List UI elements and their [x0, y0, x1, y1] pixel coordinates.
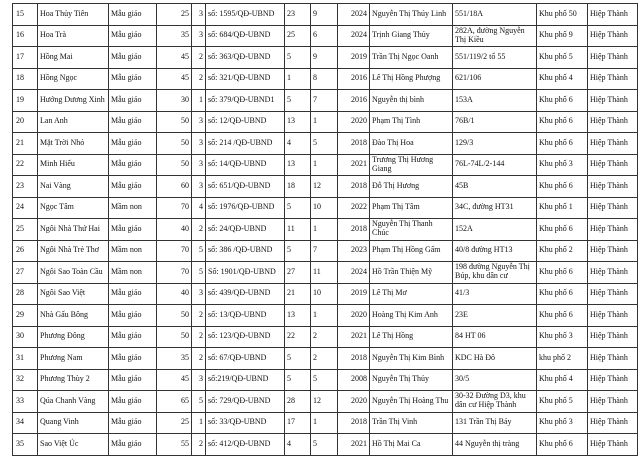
- student-count: 35: [157, 25, 192, 47]
- school-level: Mẫu giáo: [109, 326, 157, 348]
- decision-day: 27: [285, 262, 311, 284]
- decision-month: 12: [311, 391, 338, 413]
- school-level: Mẫu giáo: [109, 305, 157, 327]
- school-level: Mẫu giáo: [109, 133, 157, 155]
- row-number: 28: [13, 283, 38, 305]
- row-number: 35: [13, 434, 38, 456]
- table-row: [13, 434, 638, 456]
- school-name: Phương Đông: [38, 326, 109, 348]
- decision-number: số: 24/QĐ-UBND: [206, 219, 285, 241]
- decision-number: số: 363/QĐ-UBND: [206, 47, 285, 69]
- student-count: 70: [157, 197, 192, 219]
- address: 198 đường Nguyễn Thị Búp, khu dân cư: [453, 262, 537, 284]
- ward: Hiệp Thành: [588, 154, 638, 176]
- class-count: 3: [192, 133, 206, 155]
- owner-name: Phạm Thị Hồng Gấm: [370, 240, 453, 262]
- ward: Hiệp Thành: [588, 369, 638, 391]
- row-number: 25: [13, 219, 38, 241]
- school-level: Mẫu giáo: [109, 111, 157, 133]
- class-count: 2: [192, 348, 206, 370]
- school-name: Hoa Thủy Tiên: [38, 4, 109, 26]
- class-count: 3: [192, 283, 206, 305]
- decision-day: 21: [285, 283, 311, 305]
- decision-year: 2019: [338, 283, 370, 305]
- decision-month: 1: [311, 219, 338, 241]
- student-count: 55: [157, 434, 192, 456]
- decision-number: số: 651/QĐ-UBND: [206, 176, 285, 198]
- school-name: Hồng Mai: [38, 47, 109, 69]
- address: 45B: [453, 176, 537, 198]
- school-level: Mẫu giáo: [109, 434, 157, 456]
- row-number: 26: [13, 240, 38, 262]
- decision-month: 5: [311, 133, 338, 155]
- decision-day: 5: [285, 369, 311, 391]
- decision-day: 17: [285, 412, 311, 434]
- decision-number: số: 12/QĐ-UBND: [206, 111, 285, 133]
- student-count: 45: [157, 47, 192, 69]
- address: 76L-74L/2-144: [453, 154, 537, 176]
- owner-name: Nguyễn thị bình: [370, 90, 453, 112]
- decision-year: 2021: [338, 326, 370, 348]
- owner-name: Nguyễn Thị Kim Bình: [370, 348, 453, 370]
- class-count: 3: [192, 4, 206, 26]
- address: 129/3: [453, 133, 537, 155]
- owner-name: Phạm Thị Tình: [370, 111, 453, 133]
- row-number: 31: [13, 348, 38, 370]
- ward: Hiệp Thành: [588, 240, 638, 262]
- decision-day: 13: [285, 154, 311, 176]
- table-row: [13, 262, 638, 284]
- student-count: 65: [157, 391, 192, 413]
- decision-year: 2024: [338, 25, 370, 47]
- row-number: 32: [13, 369, 38, 391]
- owner-name: Trương Thị Hương Giang: [370, 154, 453, 176]
- ward: Hiệp Thành: [588, 434, 638, 456]
- class-count: 2: [192, 434, 206, 456]
- decision-day: 1: [285, 68, 311, 90]
- row-number: 30: [13, 326, 38, 348]
- neighborhood: Khu phố 6: [537, 283, 588, 305]
- student-count: 50: [157, 326, 192, 348]
- decision-month: 1: [311, 154, 338, 176]
- school-name: Phương Thùy 2: [38, 369, 109, 391]
- owner-name: Nguyễn Thị Thúy Linh: [370, 4, 453, 26]
- school-level: Mẫu giáo: [109, 219, 157, 241]
- decision-number: số: 1976/QĐ-UBND: [206, 197, 285, 219]
- decision-year: 2023: [338, 240, 370, 262]
- decision-year: 2018: [338, 412, 370, 434]
- decision-year: 2021: [338, 434, 370, 456]
- decision-year: 2008: [338, 369, 370, 391]
- neighborhood: Khu phố 6: [537, 219, 588, 241]
- row-number: 19: [13, 90, 38, 112]
- neighborhood: Khu phố 1: [537, 197, 588, 219]
- school-name: Ngôi Sao Việt: [38, 283, 109, 305]
- address: 131 Trần Thị Bảy: [453, 412, 537, 434]
- school-name: Nai Vàng: [38, 176, 109, 198]
- student-count: 45: [157, 369, 192, 391]
- address: 44 Nguyễn thị tràng: [453, 434, 537, 456]
- ward: Hiệp Thành: [588, 47, 638, 69]
- school-name: Hoa Trà: [38, 25, 109, 47]
- school-level: Mẫu giáo: [109, 348, 157, 370]
- school-level: Mẫu giáo: [109, 412, 157, 434]
- row-number: 29: [13, 305, 38, 327]
- student-count: 50: [157, 154, 192, 176]
- student-count: 50: [157, 111, 192, 133]
- decision-number: số:219/QĐ-UBND: [206, 369, 285, 391]
- owner-name: Trịnh Giang Thủy: [370, 25, 453, 47]
- neighborhood: Khu phố 2: [537, 240, 588, 262]
- student-count: 40: [157, 219, 192, 241]
- ward: Hiệp Thành: [588, 412, 638, 434]
- decision-number: số: 412/QĐ-UBND: [206, 434, 285, 456]
- neighborhood: Khu phố 5: [537, 47, 588, 69]
- decision-day: 28: [285, 391, 311, 413]
- neighborhood: Khu phố 3: [537, 154, 588, 176]
- ward: Hiệp Thành: [588, 111, 638, 133]
- row-number: 22: [13, 154, 38, 176]
- table-row: [13, 219, 638, 241]
- owner-name: Đào Thị Hoa: [370, 133, 453, 155]
- class-count: 2: [192, 219, 206, 241]
- owner-name: Trần Thị Ngọc Oanh: [370, 47, 453, 69]
- decision-month: 10: [311, 197, 338, 219]
- decision-month: 12: [311, 176, 338, 198]
- decision-number: Số: 1901/QĐ-UBND: [206, 262, 285, 284]
- owner-name: Nguyễn Thị Hoàng Thu: [370, 391, 453, 413]
- decision-number: số: 321/QĐ-UBND: [206, 68, 285, 90]
- student-count: 50: [157, 305, 192, 327]
- school-name: Ngôi Sao Toàn Cầu: [38, 262, 109, 284]
- neighborhood: Khu phố 3: [537, 326, 588, 348]
- neighborhood: Khu phố 4: [537, 68, 588, 90]
- student-count: 30: [157, 90, 192, 112]
- table-row: [13, 154, 638, 176]
- address: 41/3: [453, 283, 537, 305]
- class-count: 5: [192, 240, 206, 262]
- owner-name: Phạm Thị Tâm: [370, 197, 453, 219]
- row-number: 33: [13, 391, 38, 413]
- decision-month: 10: [311, 283, 338, 305]
- table-row: [13, 240, 638, 262]
- owner-name: Nguyễn Thị Thủy: [370, 369, 453, 391]
- table-row: [13, 4, 638, 26]
- decision-number: số: 33/QĐ-UBND: [206, 412, 285, 434]
- table-row: [13, 176, 638, 198]
- address: 551/119/2 tổ 55: [453, 47, 537, 69]
- decision-month: 1: [311, 111, 338, 133]
- school-level: Mẫu giáo: [109, 154, 157, 176]
- decision-month: 6: [311, 25, 338, 47]
- school-name: Sao Việt Úc: [38, 434, 109, 456]
- school-name: Ngọc Tâm: [38, 197, 109, 219]
- decision-day: 4: [285, 133, 311, 155]
- address: 152A: [453, 219, 537, 241]
- decision-number: số: 67/QĐ-UBND: [206, 348, 285, 370]
- ward: Hiệp Thành: [588, 133, 638, 155]
- school-name: Mặt Trời Nhỏ: [38, 133, 109, 155]
- decision-year: 2022: [338, 197, 370, 219]
- school-level: Mẫu giáo: [109, 68, 157, 90]
- ward: Hiệp Thành: [588, 197, 638, 219]
- school-level: Mẫu giáo: [109, 176, 157, 198]
- class-count: 2: [192, 305, 206, 327]
- class-count: 3: [192, 154, 206, 176]
- ward: Hiệp Thành: [588, 326, 638, 348]
- table-row: [13, 90, 638, 112]
- address: 40/8 đường HT13: [453, 240, 537, 262]
- address: 30-32 Đường D3, khu dân cư Hiệp Thành: [453, 391, 537, 413]
- decision-year: 2020: [338, 305, 370, 327]
- table-row: [13, 391, 638, 413]
- owner-name: Nguyễn Thị Thanh Chúc: [370, 219, 453, 241]
- ward: Hiệp Thành: [588, 4, 638, 26]
- decision-number: số: 14/QĐ-UBND: [206, 154, 285, 176]
- decision-year: 2019: [338, 47, 370, 69]
- school-name: Ngôi Nhà Trẻ Thơ: [38, 240, 109, 262]
- decision-year: 2016: [338, 90, 370, 112]
- row-number: 27: [13, 262, 38, 284]
- school-level: Mầm non: [109, 197, 157, 219]
- table-row: [13, 369, 638, 391]
- row-number: 16: [13, 25, 38, 47]
- school-level: Mẫu giáo: [109, 25, 157, 47]
- ward: Hiệp Thành: [588, 283, 638, 305]
- address: 153A: [453, 90, 537, 112]
- neighborhood: Khu phố 6: [537, 176, 588, 198]
- decision-number: số: 214 /QĐ-UBND: [206, 133, 285, 155]
- neighborhood: Khu phố 9: [537, 25, 588, 47]
- row-number: 21: [13, 133, 38, 155]
- class-count: 3: [192, 369, 206, 391]
- owner-name: Lê Thị Hồng Phượng: [370, 68, 453, 90]
- row-number: 17: [13, 47, 38, 69]
- class-count: 3: [192, 25, 206, 47]
- decision-year: 2018: [338, 176, 370, 198]
- class-count: 1: [192, 90, 206, 112]
- ward: Hiệp Thành: [588, 348, 638, 370]
- decision-number: số: 1595/QĐ-UBND: [206, 4, 285, 26]
- class-count: 5: [192, 391, 206, 413]
- decision-number: số: 123/QĐ-UBND: [206, 326, 285, 348]
- decision-month: 1: [311, 305, 338, 327]
- table-row: [13, 25, 638, 47]
- decision-month: 2: [311, 326, 338, 348]
- school-name: Quang Vinh: [38, 412, 109, 434]
- decision-year: 2018: [338, 348, 370, 370]
- decision-day: 25: [285, 25, 311, 47]
- address: 551/18A: [453, 4, 537, 26]
- student-count: 25: [157, 412, 192, 434]
- address: 621/106: [453, 68, 537, 90]
- decision-day: 5: [285, 47, 311, 69]
- decision-number: số: 379/QĐ-UBND1: [206, 90, 285, 112]
- table-row: [13, 326, 638, 348]
- decision-month: 9: [311, 4, 338, 26]
- decision-day: 5: [285, 348, 311, 370]
- neighborhood: Khu phố 4: [537, 369, 588, 391]
- decision-number: số: 386 /QĐ-UBND: [206, 240, 285, 262]
- ward: Hiệp Thành: [588, 176, 638, 198]
- school-name: Ngôi Nhà Thứ Hai: [38, 219, 109, 241]
- student-count: 35: [157, 348, 192, 370]
- row-number: 18: [13, 68, 38, 90]
- student-count: 70: [157, 262, 192, 284]
- decision-year: 2024: [338, 4, 370, 26]
- table-row: [13, 283, 638, 305]
- row-number: 15: [13, 4, 38, 26]
- decision-month: 5: [311, 434, 338, 456]
- owner-name: Trần Thị Vinh: [370, 412, 453, 434]
- address: 34C, đường HT31: [453, 197, 537, 219]
- decision-day: 13: [285, 305, 311, 327]
- class-count: 2: [192, 47, 206, 69]
- decision-month: 2: [311, 348, 338, 370]
- table-row: [13, 133, 638, 155]
- school-level: Mẫu giáo: [109, 4, 157, 26]
- school-level: Mầm non: [109, 240, 157, 262]
- decision-day: 5: [285, 90, 311, 112]
- address: 84 HT 06: [453, 326, 537, 348]
- decision-day: 22: [285, 326, 311, 348]
- address: 30/5: [453, 369, 537, 391]
- school-level: Mẫu giáo: [109, 90, 157, 112]
- decision-month: 1: [311, 412, 338, 434]
- row-number: 24: [13, 197, 38, 219]
- neighborhood: Khu phố 6: [537, 90, 588, 112]
- decision-year: 2020: [338, 391, 370, 413]
- table-row: [13, 197, 638, 219]
- school-list-table: [12, 3, 638, 456]
- owner-name: Hồ Trần Thiện Mỹ: [370, 262, 453, 284]
- student-count: 40: [157, 283, 192, 305]
- class-count: 3: [192, 111, 206, 133]
- table-row: [13, 111, 638, 133]
- decision-year: 2018: [338, 219, 370, 241]
- ward: Hiệp Thành: [588, 68, 638, 90]
- school-name: Hướng Dương Xinh: [38, 90, 109, 112]
- decision-month: 7: [311, 240, 338, 262]
- decision-number: số: 13/QĐ-UBND: [206, 305, 285, 327]
- neighborhood: Khu phố 6: [537, 111, 588, 133]
- owner-name: Hoàng Thị Kim Anh: [370, 305, 453, 327]
- ward: Hiệp Thành: [588, 305, 638, 327]
- school-level: Mầm non: [109, 262, 157, 284]
- neighborhood: khu phố 2: [537, 348, 588, 370]
- class-count: 4: [192, 197, 206, 219]
- school-level: Mẫu giáo: [109, 369, 157, 391]
- school-level: Mẫu giáo: [109, 391, 157, 413]
- owner-name: Đỗ Thị Hương: [370, 176, 453, 198]
- decision-year: 2021: [338, 154, 370, 176]
- class-count: 5: [192, 262, 206, 284]
- decision-day: 11: [285, 219, 311, 241]
- ward: Hiệp Thành: [588, 391, 638, 413]
- decision-month: 11: [311, 262, 338, 284]
- decision-month: 7: [311, 90, 338, 112]
- owner-name: Hồ Thị Mai Ca: [370, 434, 453, 456]
- student-count: 60: [157, 176, 192, 198]
- table-row: [13, 412, 638, 434]
- decision-day: 18: [285, 176, 311, 198]
- school-name: Nhà Gấu Bông: [38, 305, 109, 327]
- address: 76B/1: [453, 111, 537, 133]
- ward: Hiệp Thành: [588, 25, 638, 47]
- decision-number: số: 729/QĐ-UBND: [206, 391, 285, 413]
- neighborhood: Khu phố 6: [537, 262, 588, 284]
- school-name: Qúa Chanh Vàng: [38, 391, 109, 413]
- owner-name: Lê Thị Mơ: [370, 283, 453, 305]
- ward: Hiệp Thành: [588, 90, 638, 112]
- decision-day: 5: [285, 197, 311, 219]
- school-name: Phương Nam: [38, 348, 109, 370]
- decision-month: 5: [311, 369, 338, 391]
- decision-month: 9: [311, 47, 338, 69]
- school-name: Lan Anh: [38, 111, 109, 133]
- table-row: [13, 68, 638, 90]
- row-number: 20: [13, 111, 38, 133]
- class-count: 1: [192, 412, 206, 434]
- neighborhood: Khu phố 3: [537, 412, 588, 434]
- decision-day: 23: [285, 4, 311, 26]
- student-count: 25: [157, 4, 192, 26]
- table-row: [13, 305, 638, 327]
- class-count: 2: [192, 326, 206, 348]
- address: 282A, đường Nguyễn Thị Kiều: [453, 25, 537, 47]
- decision-number: số: 439/QĐ-UBND: [206, 283, 285, 305]
- table-body: [13, 4, 638, 456]
- row-number: 34: [13, 412, 38, 434]
- decision-year: 2018: [338, 133, 370, 155]
- decision-day: 4: [285, 434, 311, 456]
- school-level: Mẫu giáo: [109, 283, 157, 305]
- ward: Hiệp Thành: [588, 262, 638, 284]
- row-number: 23: [13, 176, 38, 198]
- ward: Hiệp Thành: [588, 219, 638, 241]
- neighborhood: Khu phố 6: [537, 133, 588, 155]
- neighborhood: Khu phố 6: [537, 434, 588, 456]
- school-level: Mẫu giáo: [109, 47, 157, 69]
- neighborhood: Khu phố 50: [537, 4, 588, 26]
- decision-year: 2020: [338, 111, 370, 133]
- neighborhood: Khu phố 5: [537, 391, 588, 413]
- neighborhood: Khu phố 6: [537, 305, 588, 327]
- decision-day: 5: [285, 240, 311, 262]
- class-count: 3: [192, 176, 206, 198]
- school-name: Hồng Ngọc: [38, 68, 109, 90]
- decision-year: 2016: [338, 68, 370, 90]
- decision-year: 2024: [338, 262, 370, 284]
- decision-month: 8: [311, 68, 338, 90]
- class-count: 2: [192, 68, 206, 90]
- address: 23E: [453, 305, 537, 327]
- decision-day: 13: [285, 111, 311, 133]
- student-count: 45: [157, 68, 192, 90]
- student-count: 70: [157, 240, 192, 262]
- decision-number: số: 684/QĐ-UBND: [206, 25, 285, 47]
- table-row: [13, 47, 638, 69]
- student-count: 50: [157, 133, 192, 155]
- school-name: Minh Hiếu: [38, 154, 109, 176]
- address: KDC Hà Đô: [453, 348, 537, 370]
- table-row: [13, 348, 638, 370]
- owner-name: Lê Thị Hồng: [370, 326, 453, 348]
